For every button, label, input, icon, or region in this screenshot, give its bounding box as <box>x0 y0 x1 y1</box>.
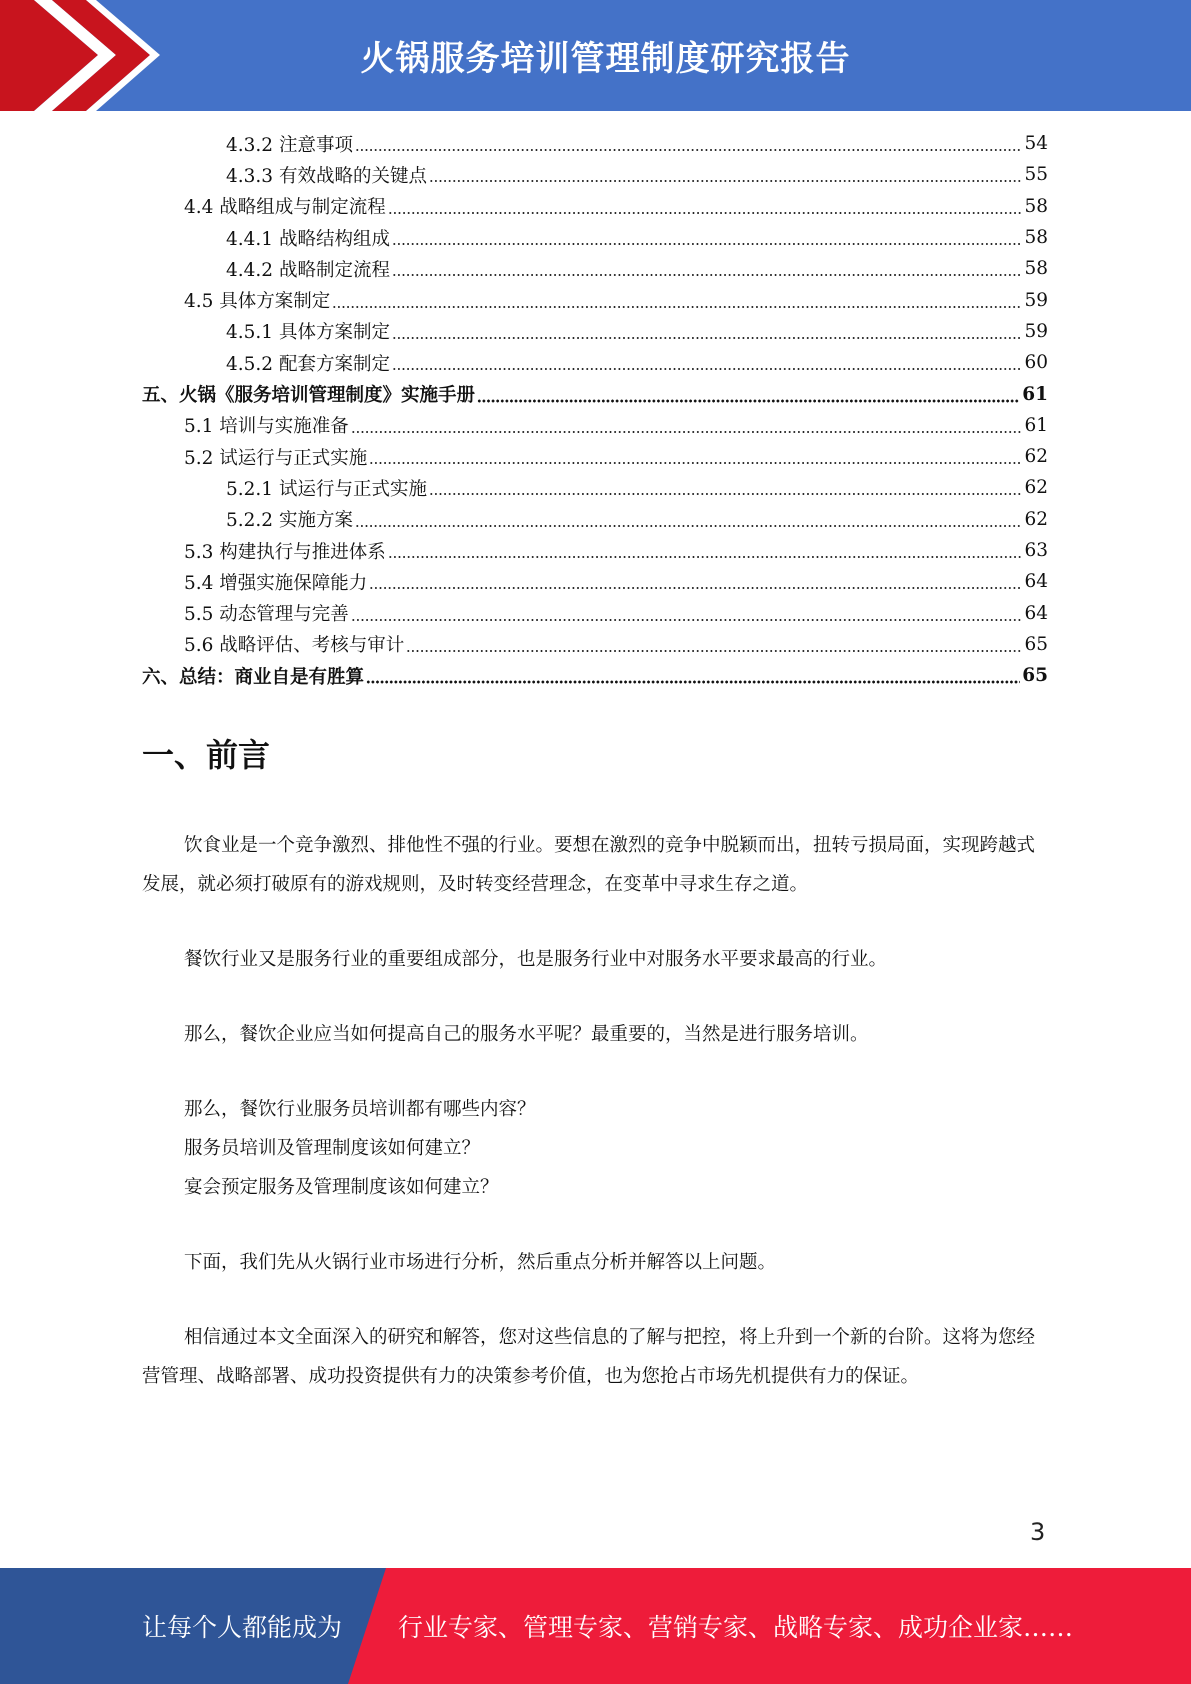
toc-item-page: 54 <box>1024 133 1048 155</box>
paragraph: 餐饮行业又是服务行业的重要组成部分，也是服务行业中对服务水平要求最高的行业。 <box>184 949 888 970</box>
toc-leader-dots <box>388 542 1023 561</box>
toc-item-text: 4.3.2 注意事项 <box>226 134 353 156</box>
toc-item-text: 5.1 培训与实施准备 <box>184 416 349 438</box>
toc-item[interactable] <box>142 535 1048 566</box>
toc-leader-dots <box>429 480 1022 499</box>
toc-leader-dots <box>366 667 1020 686</box>
section-title: 一、前言 <box>142 736 271 774</box>
paragraph: 那么，餐饮行业服务员培训都有哪些内容？ <box>184 1099 536 1120</box>
toc-item-text: 4.5.1 具体方案制定 <box>226 322 390 344</box>
toc-item-text: 4.4.1 战略结构组成 <box>226 228 390 250</box>
toc-leader-dots <box>429 167 1022 186</box>
toc-item[interactable] <box>142 159 1048 190</box>
toc-leader-dots <box>351 417 1023 436</box>
toc-item-text: 4.5.2 配套方案制定 <box>226 353 390 375</box>
toc-leader-dots <box>392 323 1022 342</box>
section-body <box>142 826 1048 1396</box>
toc-chapter[interactable] <box>142 660 1048 691</box>
toc-leader-dots <box>392 261 1022 280</box>
toc-item[interactable] <box>142 253 1048 284</box>
toc-item-page: 62 <box>1024 446 1048 468</box>
paragraph: 服务员培训及管理制度该如何建立？ <box>184 1138 481 1159</box>
toc-leader-dots <box>477 386 1020 405</box>
toc-item-text: 5.5 动态管理与完善 <box>184 604 349 626</box>
toc-item-text: 六、总结：商业自是有胜算 <box>142 666 365 688</box>
toc-item-page: 59 <box>1024 320 1048 342</box>
paragraph: 相信通过本文全面深入的研究和解答，您对这些信息的了解与把控，将上升到一个新的台阶。这将为您经营管理、战略部署、成功投资提供有力的决策参考价值，也为您抢占市场先机提供有力的保证。 <box>142 1327 1036 1387</box>
toc-item-text: 五、火锅《服务培训管理制度》实施手册 <box>142 385 476 407</box>
toc-leader-dots <box>355 511 1023 530</box>
page-number: 3 <box>1030 1518 1046 1546</box>
toc-item[interactable] <box>142 222 1048 253</box>
toc-item-page: 63 <box>1024 540 1048 561</box>
toc-item[interactable] <box>142 597 1048 628</box>
paragraph: 下面，我们先从火锅行业市场进行分析，然后重点分析并解答以上问题。 <box>184 1252 777 1273</box>
toc-leader-dots <box>369 574 1022 593</box>
table-of-contents <box>142 128 1048 691</box>
toc-item-text: 5.2.2 实施方案 <box>226 510 353 532</box>
toc-item-text: 4.4.2 战略制定流程 <box>226 259 390 281</box>
toc-leader-dots <box>369 448 1022 467</box>
toc-leader-dots <box>332 292 1022 311</box>
toc-item-page: 61 <box>1024 414 1048 436</box>
toc-leader-dots <box>392 354 1022 373</box>
footer-slogan-right: 行业专家、管理专家、营销专家、战略专家、成功企业家…… <box>398 1613 1074 1642</box>
toc-item[interactable] <box>142 284 1048 315</box>
toc-item-page: 61 <box>1022 383 1048 405</box>
toc-item-page: 59 <box>1024 289 1048 311</box>
toc-item-text: 5.3 构建执行与推进体系 <box>184 541 386 563</box>
footer-slogan-left: 让每个人都能成为 <box>142 1613 343 1642</box>
toc-item-text: 5.2.1 试运行与正式实施 <box>226 478 427 500</box>
toc-item-page: 65 <box>1022 665 1048 687</box>
toc-item-page: 58 <box>1024 258 1048 280</box>
toc-item-page: 64 <box>1024 571 1048 593</box>
toc-item[interactable] <box>142 128 1048 159</box>
toc-leader-dots <box>355 135 1023 154</box>
toc-item-text: 4.5 具体方案制定 <box>184 291 331 313</box>
paragraph: 宴会预定服务及管理制度该如何建立？ <box>184 1177 499 1198</box>
toc-item[interactable] <box>142 504 1048 535</box>
toc-item-text: 5.2 试运行与正式实施 <box>184 447 368 469</box>
toc-item-page: 58 <box>1024 195 1048 217</box>
toc-item-page: 58 <box>1024 227 1048 249</box>
toc-item[interactable] <box>142 191 1048 222</box>
toc-item[interactable] <box>142 566 1048 597</box>
toc-item[interactable] <box>142 410 1048 441</box>
paragraph: 那么，餐饮企业应当如何提高自己的服务水平呢？最重要的，当然是进行服务培训。 <box>184 1024 869 1045</box>
toc-leader-dots <box>406 636 1022 655</box>
page-header <box>0 0 1191 111</box>
toc-item-text: 5.6 战略评估、考核与审计 <box>184 635 405 657</box>
toc-leader-dots <box>351 605 1023 624</box>
toc-item[interactable] <box>142 316 1048 347</box>
toc-item-text: 5.4 增强实施保障能力 <box>184 572 368 594</box>
toc-item-page: 64 <box>1024 602 1048 624</box>
toc-item-page: 60 <box>1024 352 1048 374</box>
toc-item[interactable] <box>142 441 1048 472</box>
toc-item-page: 62 <box>1024 508 1048 530</box>
page-footer <box>0 1568 1191 1684</box>
report-title: 火锅服务培训管理制度研究报告 <box>360 39 851 79</box>
toc-item[interactable] <box>142 472 1048 503</box>
toc-leader-dots <box>392 229 1022 248</box>
toc-chapter[interactable] <box>142 378 1048 409</box>
toc-item[interactable] <box>142 347 1048 378</box>
toc-item-text: 4.4 战略组成与制定流程 <box>184 197 386 219</box>
toc-item-page: 65 <box>1024 633 1048 655</box>
paragraph: 饮食业是一个竞争激烈、排他性不强的行业。要想在激烈的竞争中脱颖而出，扭转亏损局面，实现跨越式发展，就必须打破原有的游戏规则，及时转变经营理念，在变革中寻求生存之道。 <box>142 835 1036 895</box>
toc-item-page: 55 <box>1024 164 1048 186</box>
toc-item-text: 4.3.3 有效战略的关键点 <box>226 165 427 187</box>
toc-leader-dots <box>388 198 1023 217</box>
toc-item-page: 62 <box>1024 477 1048 499</box>
toc-item[interactable] <box>142 629 1048 660</box>
